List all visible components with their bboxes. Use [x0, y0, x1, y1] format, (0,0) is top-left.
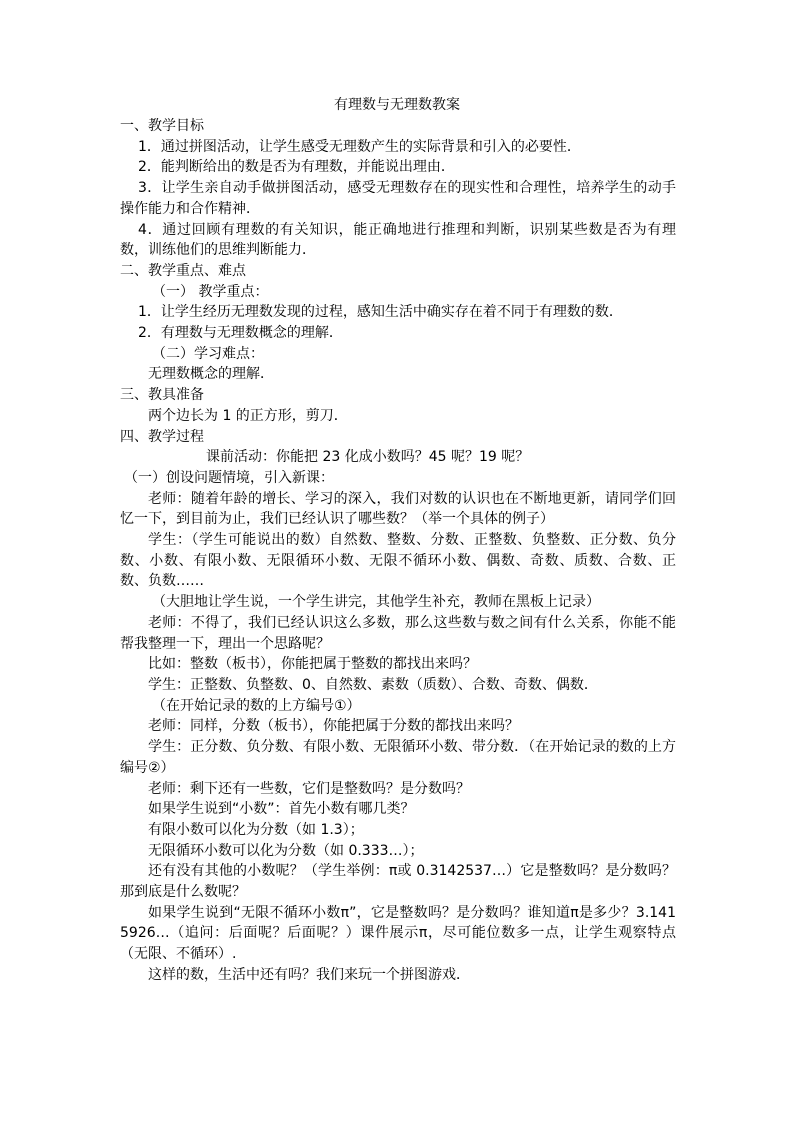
key-point-2: 2．有理数与无理数概念的理解． [138, 325, 343, 342]
objective-3: 3．让学生亲自动手做拼图活动，感受无理数存在的现实性和合理性，培养学生的动手操作能力和合作精神． [120, 180, 676, 217]
paragraph: 学生：正分数、负分数、有限小数、无限循环小数、带分数．（在开始记录的数的上方编号②） [120, 739, 676, 776]
paragraph: 如果学生说到“小数”：首先小数有哪几类？ [148, 801, 415, 818]
paragraph: 学生：（学生可能说出的数）自然数、整数、分数、正整数、负整数、正分数、负分数、小数、有限小数、无限循环小数、无限不循环小数、偶数、奇数、质数、合数、正数、负数…… [120, 532, 676, 590]
heading-objectives: 一、教学目标 [120, 118, 204, 134]
pre-class-activity: 课前活动：你能把 23 化成小数吗？45 呢？19 呢？ [206, 449, 530, 466]
paragraph: 还有没有其他的小数呢？（学生举例：π或 0.3142537…）它是整数吗？是分数吗？那到底是什么数呢？ [120, 863, 676, 901]
paragraph: 有限小数可以化为分数（如 1.3）； [148, 821, 364, 838]
paragraph: 比如：整数（板书），你能把属于整数的都找出来吗？ [148, 656, 477, 673]
subheading-key-points: （一） 教学重点： [152, 283, 269, 300]
paragraph: （大胆地让学生说，一个学生讲完，其他学生补充，教师在黑板上记录） [152, 594, 600, 611]
subheading-introduction: （一）创设问题情境，引入新课： [124, 469, 334, 486]
materials-text: 两个边长为 1 的正方形，剪刀． [148, 407, 348, 424]
paragraph: 老师：同样，分数（板书），你能把属于分数的都找出来吗？ [148, 718, 519, 735]
key-point-1: 1．让学生经历无理数发现的过程，感知生活中确实存在着不同于有理数的数． [138, 304, 623, 321]
paragraph: 学生：正整数、负整数、0、自然数、素数（质数）、合数、奇数、偶数． [148, 676, 598, 693]
heading-key-points: 二、教学重点、难点 [120, 262, 246, 279]
difficulty-1: 无理数概念的理解． [148, 366, 274, 383]
subheading-difficulties: （二）学习难点： [152, 345, 264, 362]
paragraph: 如果学生说到“无限不循环小数π”，它是整数吗？是分数吗？谁知道π是多少？3.1415926…（追问：后面呢？后面呢？）课件展示π，尽可能位数多一点，让学生观察特点（无限、不循环）. [120, 904, 676, 963]
objective-1: 1．通过拼图活动，让学生感受无理数产生的实际背景和引入的必要性． [138, 138, 581, 155]
objective-4: 4．通过回顾有理数的有关知识，能正确地进行推理和判断，识别某些数是否为有理数，训练他们的思维判断能力． [120, 221, 676, 259]
document-body [120, 116, 676, 986]
paragraph: 无限循环小数可以化为分数（如 0.333…）； [148, 842, 424, 859]
paragraph: 老师：随着年龄的增长、学习的深入，我们对数的认识也在不断地更新，请同学们回忆一下，到目前为止，我们已经认识了哪些数？（举一个具体的例子） [120, 490, 676, 528]
paragraph: （在开始记录的数的上方编号①） [152, 697, 361, 714]
paragraph: 这样的数，生活中还有吗？我们来玩一个拼图游戏． [148, 966, 470, 983]
heading-materials: 三、教具准备 [120, 387, 204, 404]
heading-process: 四、教学过程 [120, 428, 204, 445]
document-title: 有理数与无理数教案 [334, 97, 460, 113]
objective-2: 2．能判断给出的数是否为有理数，并能说出理由． [138, 159, 455, 176]
paragraph: 老师：不得了，我们已经认识这么多数，那么这些数与数之间有什么关系，你能不能帮我整理一下，理出一个思路呢？ [120, 614, 676, 652]
paragraph: 老师：剩下还有一些数，它们是整数吗？是分数吗？ [148, 780, 470, 797]
